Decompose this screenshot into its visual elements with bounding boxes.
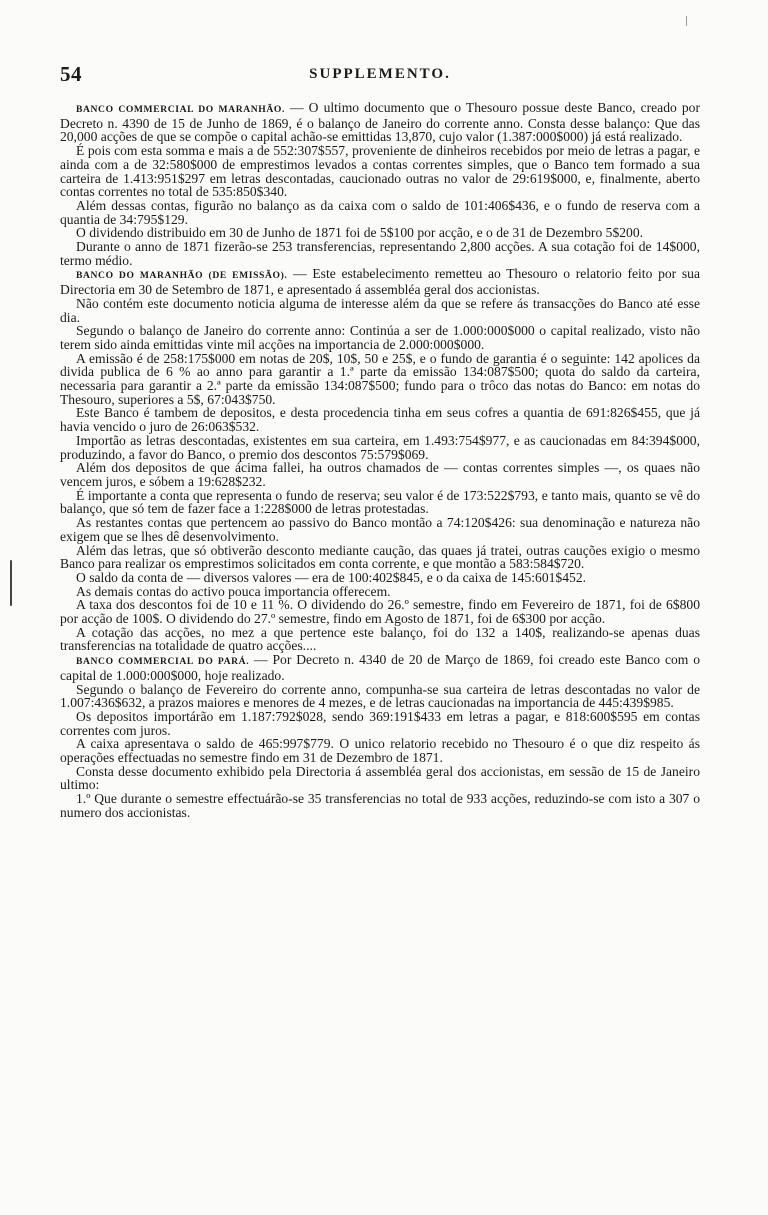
paragraph [60,101,700,144]
paragraph-text: Importão as letras descontadas, existentes em sua carteira, em 1.493:754$977, e as caucionadas em 84:394$000, produzindo, a favor do Banco, o premio dos descontos 75:579$069. [60,432,700,462]
section-lead: BANCO DO MARANHÃO (DE EMISSÃO). [76,270,288,282]
paragraph [60,267,700,296]
paragraph-text: As restantes contas que pertencem ao passivo do Banco montão a 74:120$426: sua denominação e natureza não exigem que se lhes dê desenvolvimento. [60,515,700,544]
paragraph [60,544,700,571]
paragraph [60,297,700,324]
paragraph-text: A taxa dos descontos foi de 10 e 11 %. O dividendo do 26.º semestre, findo em Fevereiro de 1871, foi de 6$800 por acção de 100$. O dividendo do 27.º semestre, findo em Agosto de 1871, foi de 6$300 por acção. [60,597,700,627]
paragraph-text: É pois com esta somma e mais a de 552:307$557, proveniente de dinheiros recebidos por meio de letras a pagar, e ainda com a de 32:580$000 de emprestimos levados a contas correntes simples, que o Banco tem formado a sua carteira de 1.413:951$297 em letras descontadas, caucionado outras no valor de 29:619$000, e, finalmente, aberto contas correntes no total de 535:850$340. [60,143,700,200]
paragraph-text: Além dos depositos de que ácima fallei, ha outros chamados de — contas correntes simples —, os quaes não vencem juros, e sóbem a 19:628$232. [60,460,700,489]
paragraph [60,792,700,819]
paragraph [60,406,700,433]
paragraph [60,226,700,240]
paragraph-text: Consta desse documento exhibido pela Directoria á assembléa geral dos accionistas, em sessão de 15 de Janeiro ultimo: [60,763,700,793]
paragraph-text: — Por Decreto n. 4340 de 20 de Março de 1869, foi creado este Banco com o capital de 1.000:000$000, hoje realizado. [60,652,700,683]
paragraph-text: A cotação das acções, no mez a que pertence este balanço, foi do 132 a 140$, realizando-se apenas duas transferencias na totalidade de quatro acções.... [60,624,700,654]
section-lead: BANCO COMMERCIAL DO PARÁ. [76,656,250,668]
paragraph-text: Este Banco é tambem de depositos, e desta procedencia tinha em seus cofres a quantia de 691:826$455, que já havia vencido o juro de 26:063$532. [60,405,700,435]
paragraph [60,585,700,599]
paragraph-text: As demais contas do activo pouca importancia offerecem. [76,583,391,599]
paragraph-text: — O ultimo documento que o Thesouro possue deste Banco, creado por Decreto n. 4390 de 15 de Junho de 1869, é o balanço de Janeiro do corrente anno. Consta desse balanço: Que das 20,000 acções de que se compõe o capital achão-se emittidas 13,870, cujo valor (1.387:000$000) já está realizado. [60,100,700,145]
paragraph [60,461,700,488]
paragraph-text: Os depositos importárão em 1.187:792$028, sendo 369:191$433 em letras a pagar, e 818:600$595 em contas correntes com juros. [60,708,700,738]
paragraph-text: Não contém este documento noticia alguma de interesse além da que se refere ás transacções do Banco até esse dia. [60,295,700,325]
paragraph-text: Segundo o balanço de Janeiro do corrente anno: Continúa a ser de 1.000:000$000 o capital realizado, visto não terem sido ainda emittidas vinte mil acções na importancia de 2.000:000$000. [60,323,700,352]
paragraph [60,489,700,516]
paragraph-text: — Este estabelecimento remetteu ao Thesouro o relatorio feito por sua Directoria em 30 de Setembro de 1871, e apresentado á assembléa geral dos accionistas. [60,266,701,298]
paragraph [60,434,700,461]
paragraph [60,199,700,226]
section-lead: BANCO COMMERCIAL DO MARANHÃO. [76,104,285,115]
paragraph [60,240,700,267]
paragraph [60,653,700,682]
paragraph [60,144,700,199]
paragraph [60,765,700,792]
paragraph-text: O dividendo distribuido em 30 de Junho de 1871 foi de 5$100 por acção, e o de 31 de Dezembro 5$200. [76,225,644,241]
paragraph-text: Além dessas contas, figurão no balanço as da caixa com o saldo de 101:406$436, e o fundo de reserva com a quantia de 34:795$129. [60,197,700,227]
page-header [60,62,700,88]
paragraph [60,683,700,710]
paragraph-text: O saldo da conta de — diversos valores — era de 100:402$845, e o da caixa de 145:601$452. [76,569,587,585]
paragraph [60,571,700,585]
paragraph-text: Durante o anno de 1871 fizerão-se 253 transferencias, representando 2,800 acções. A sua cotação foi de 14$000, termo médio. [60,239,700,268]
margin-mark [686,16,687,26]
paragraph [60,516,700,543]
paragraph [60,352,700,407]
paragraph [60,324,700,351]
paragraph-text: Além das letras, que só obtiverão desconto mediante caução, das quaes já tratei, outras cauções exigio o mesmo Banco para realizar os emprestimos solicitados em conta corrente, e que montão a 583:584$720. [60,542,700,572]
paragraph [60,737,700,764]
paragraph [60,598,700,625]
page-number: 54 [60,62,82,86]
paragraph [60,626,700,653]
paragraph [60,710,700,737]
running-title: SUPPLEMENTO. [309,66,451,82]
margin-bracket-mark [10,560,12,606]
paragraph-text: A emissão é de 258:175$000 em notas de 20$, 10$, 50 e 25$, e o fundo de garantia é o seguinte: 142 apolices da divida publica de 6 % ao anno para garantir a 1.ª parte da emissão 134:087$500; quota do saldo da carteira, necessaria para garantir a 2.ª parte da emissão 134:087$500; fundo para o trôco das notas do Banco: em notas do Thesouro, superiores a 5$, 67:043$750. [60,350,700,407]
paragraph-text: É importante a conta que representa o fundo de reserva; seu valor é de 173:522$793, e tanto mais, quanto se vê do balanço, que só tem de fazer face a 1:228$000 de letras protestadas. [60,487,700,517]
paragraph-text: Segundo o balanço de Fevereiro do corrente anno, compunha-se sua carteira de letras descontadas no valor de 1.007:436$632, a prazos maiores e menores de 4 mezes, e de letras caucionadas na importancia de 445:439$985. [60,681,700,711]
paragraph-text: 1.º Que durante o semestre effectuárão-se 35 transferencias no total de 933 acções, reduzindo-se com isto a 307 o numero dos accionistas. [60,791,700,820]
paragraph-text: A caixa apresentava o saldo de 465:997$779. O unico relatorio recebido no Thesouro é o que diz respeito ás operações effectuadas no semestre findo em 31 de Dezembro de 1871. [60,736,700,766]
body-text [60,101,700,820]
